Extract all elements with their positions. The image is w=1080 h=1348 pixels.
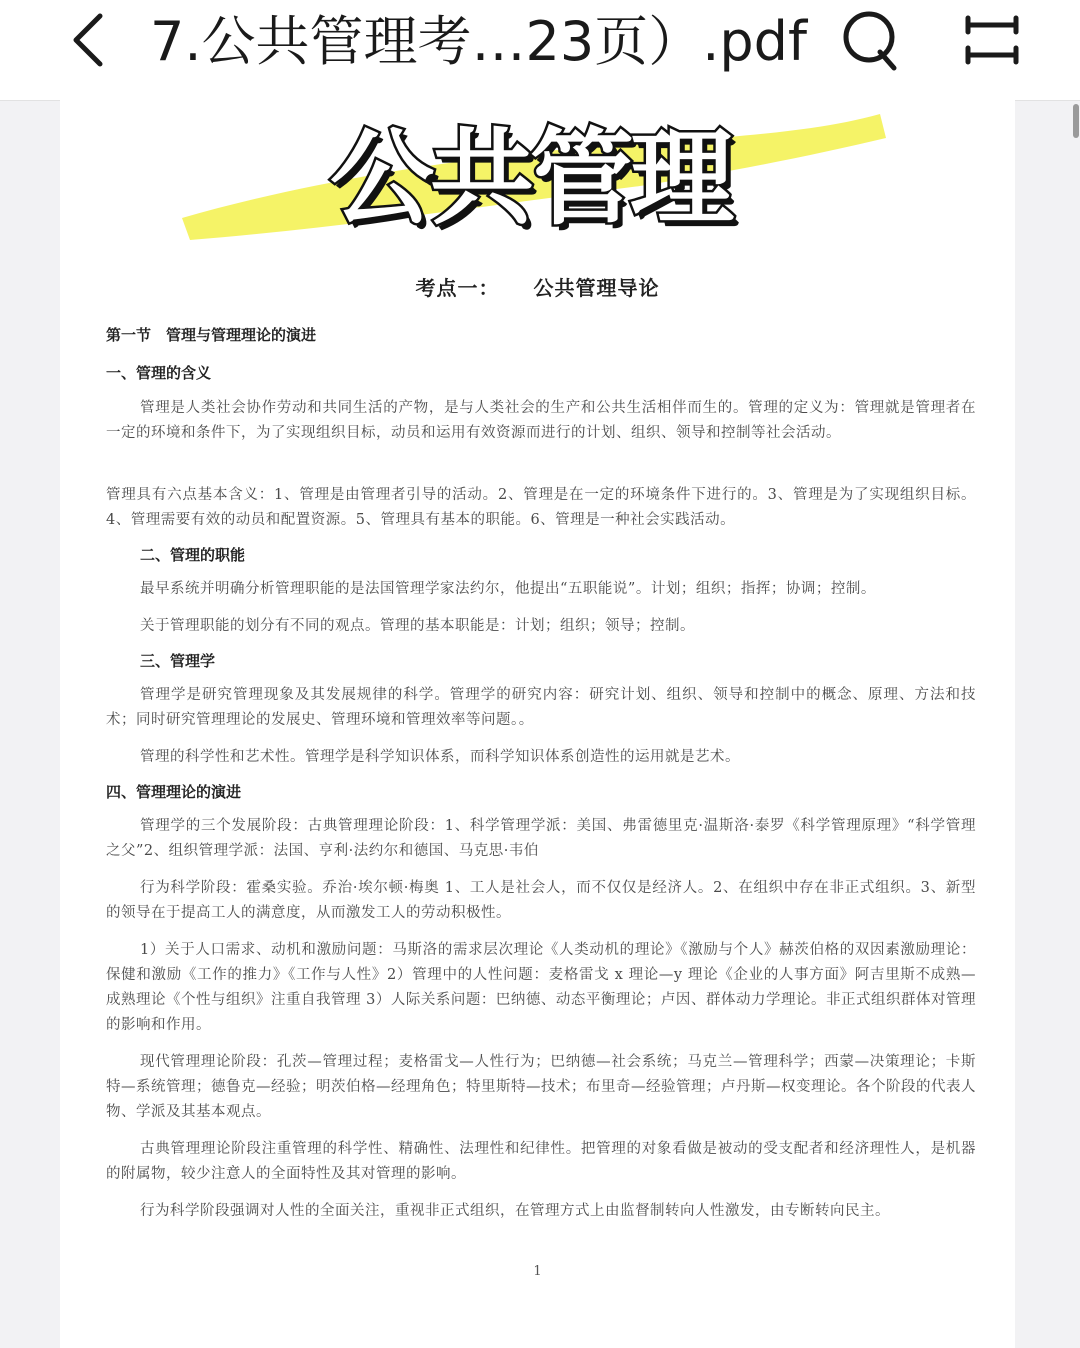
paragraph-management-science: 管理学是研究管理现象及其发展规律的科学。管理学的研究内容：研究计划、组织、领导和控制中的概念、原理、方法和技术；同时研究管理理论的发展史、管理环境和管理效率等问题。。	[106, 687, 976, 728]
paragraph-motivation: 1）关于人口需求、动机和激励问题：马斯洛的需求层次理论《人类动机的理论》《激励与个人》赫茨伯格的双因素激励理论：保健和激励《工作的推力》《工作与人性》2）管理中的人性问题：麦格雷戈 x 理论—y 理论《企业的人事方面》阿吉里斯不成熟—成熟理论《个性与组织》注重自我管理 3）人际关系问题：巴纳德、动态平衡理论；卢因、群体动力学理论。非正式组织群体对管理的影响和作用。	[106, 942, 976, 1033]
title-banner	[170, 100, 890, 250]
heading-management-science: 三、管理学	[140, 652, 216, 670]
paragraph-science-art: 管理的科学性和艺术性。管理学是科学知识体系，而科学知识体系创造性的运用就是艺术。	[140, 749, 740, 765]
paragraph-six-points: 管理具有六点基本含义：1、管理是由管理者引导的活动。2、管理是在一定的环境条件下进行的。3、管理是为了实现组织目标。4、管理需要有效的动员和配置资源。5、管理具有基本的职能。6、管理是一种社会实践活动。	[106, 487, 976, 528]
more-button[interactable]	[958, 8, 1026, 72]
more-icon	[958, 8, 1026, 72]
document-title: 7.公共管理考…23页）.pdf	[150, 10, 807, 73]
search-icon	[840, 8, 904, 72]
paragraph-basic-functions: 关于管理职能的划分有不同的观点。管理的基本职能是：计划；组织；领导；控制。	[140, 618, 695, 634]
section-title	[60, 272, 1015, 301]
paragraph-modern-theory: 现代管理理论阶段：孔茨—管理过程；麦格雷戈—人性行为；巴纳德—社会系统；马克兰—管理科学；西蒙—决策理论；卡斯特—系统管理；德鲁克—经验；明茨伯格—经理角色；特里斯特—技术；布里奇—经验管理；卢丹斯—权变理论。各个阶段的代表人物、学派及其基本观点。	[106, 1054, 976, 1120]
search-button[interactable]	[840, 8, 904, 72]
chapter-heading: 第一节 管理与管理理论的演进	[106, 326, 317, 344]
scrollbar[interactable]	[1070, 100, 1080, 1348]
back-button[interactable]	[60, 10, 120, 70]
section-label: 考点一：	[415, 276, 500, 300]
banner-title: 公共管理	[329, 117, 730, 239]
paragraph-classical-theory: 古典管理理论阶段注重管理的科学性、精确性、法理性和纪律性。把管理的对象看做是被动的受支配者和经济理性人，是机器的附属物，较少注意人的全面特性及其对管理的影响。	[106, 1141, 976, 1182]
paragraph-definition: 管理是人类社会协作劳动和共同生活的产物，是与人类社会的生产和公共生活相伴而生的。管理的定义为：管理就是管理者在一定的环境和条件下，为了实现组织目标，动员和运用有效资源而进行的计划、组织、领导和控制等社会活动。	[106, 400, 976, 441]
top-toolbar	[0, 0, 1080, 101]
scrollbar-thumb[interactable]	[1073, 104, 1079, 138]
document-body	[106, 326, 976, 1224]
heading-meaning: 一、管理的含义	[106, 364, 212, 382]
paragraph-behavioral-emphasis: 行为科学阶段强调对人性的全面关注，重视非正式组织，在管理方式上由监督制转向人性激发，由专断转向民主。	[140, 1203, 890, 1219]
pdf-page	[60, 100, 1015, 1348]
chevron-left-icon	[60, 10, 120, 70]
paragraph-fayol: 最早系统并明确分析管理职能的是法国管理学家法约尔，他提出“五职能说”。计划；组织；指挥；协调；控制。	[140, 581, 876, 597]
paragraph-behavioral-science: 行为科学阶段：霍桑实验。乔治·埃尔顿·梅奥 1、工人是社会人，而不仅仅是经济人。2、在组织中存在非正式组织。3、新型的领导在于提高工人的满意度，从而激发工人的劳动积极性。	[106, 880, 976, 921]
paragraph-three-stages: 管理学的三个发展阶段：古典管理理论阶段：1、科学管理学派：美国、弗雷德里克·温斯洛·泰罗《科学管理原理》“科学管理之父”2、组织管理学派：法国、亨利·法约尔和德国、马克思·韦伯	[106, 818, 976, 859]
page-number: 1	[533, 1264, 542, 1279]
heading-functions: 二、管理的职能	[140, 546, 246, 564]
section-name: 公共管理导论	[533, 276, 660, 300]
heading-evolution: 四、管理理论的演进	[106, 783, 242, 801]
